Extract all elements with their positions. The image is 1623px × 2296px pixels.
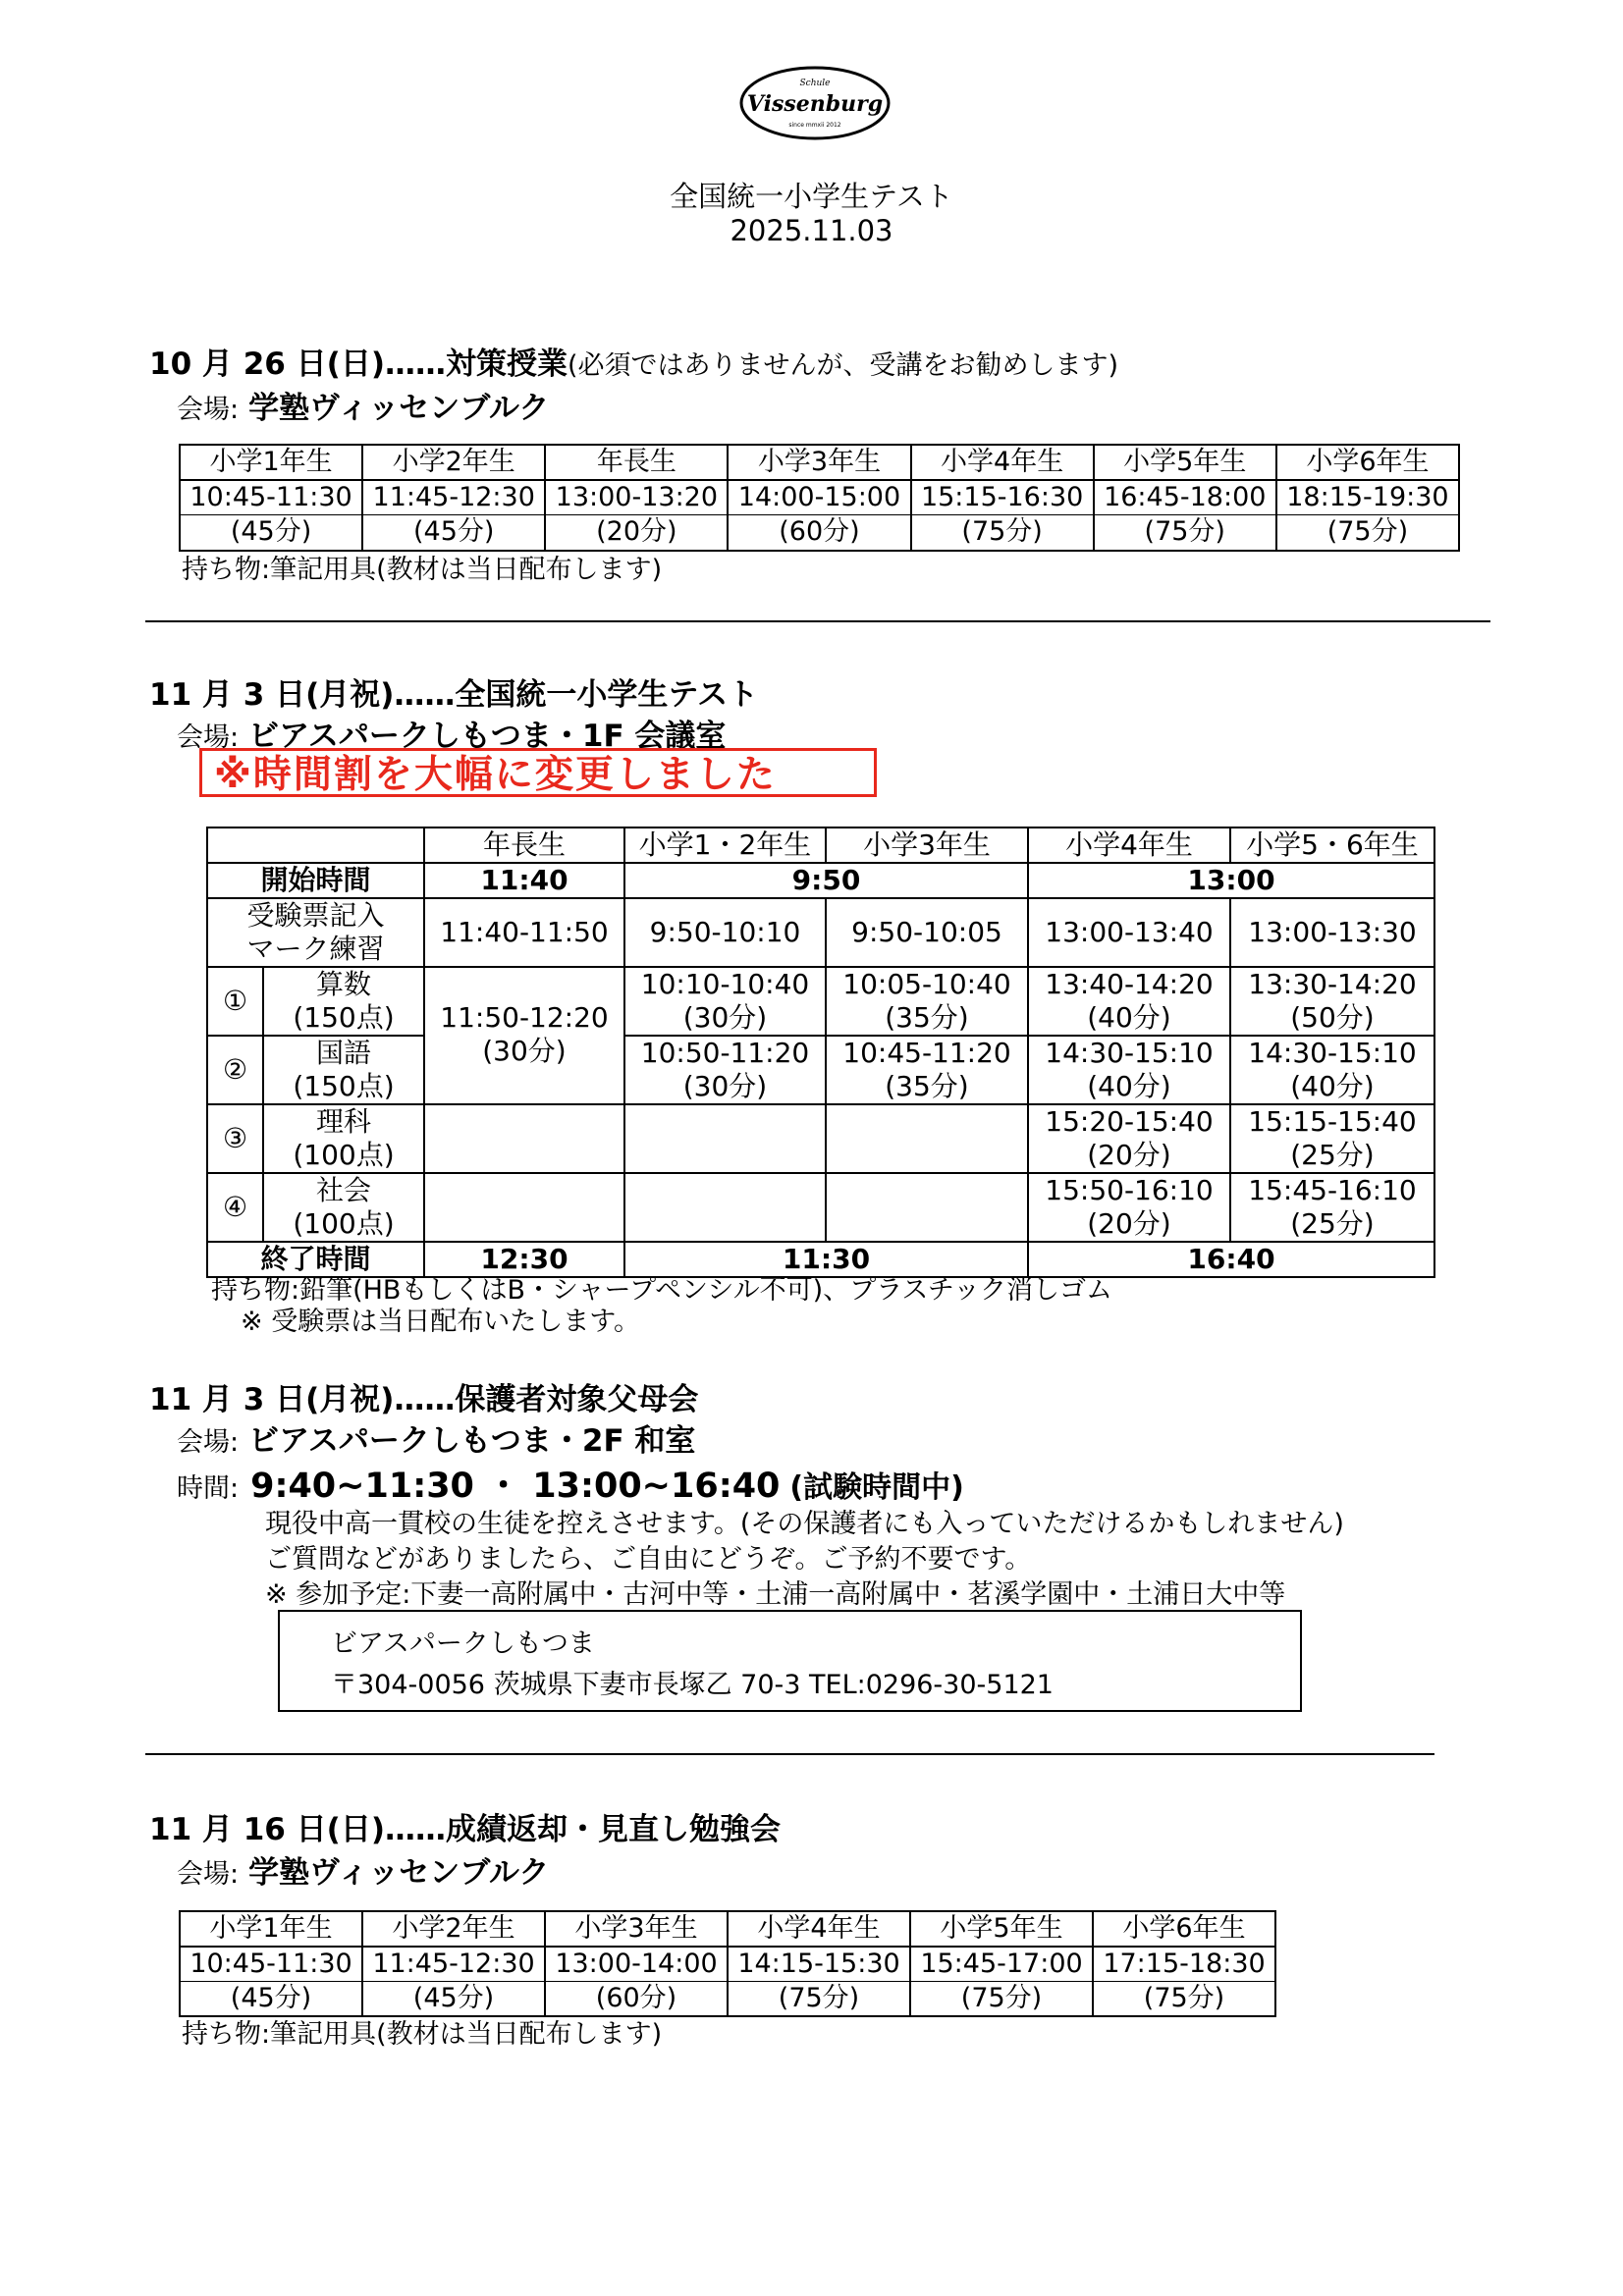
- time-duration: (45分): [362, 515, 545, 551]
- time-duration: (75分): [1093, 1982, 1275, 2017]
- time-duration: (40分): [1087, 1070, 1171, 1102]
- time-cell: [1028, 967, 1230, 1036]
- grade-header: 小学1年生: [180, 1911, 362, 1947]
- time-duration: (35分): [885, 1001, 969, 1034]
- section1-schedule-table: [179, 444, 1460, 552]
- subject-number: ④: [207, 1173, 263, 1242]
- time-duration: (75分): [728, 1982, 910, 2017]
- time-range: 15:15-15:40: [1248, 1105, 1417, 1138]
- time-cell: [1230, 967, 1434, 1036]
- header-grade4: 小学4年生: [1028, 828, 1230, 863]
- time-range: 14:30-15:10: [1248, 1037, 1417, 1069]
- grade-header: 小学5年生: [910, 1911, 1093, 1947]
- venue-name: 学塾ヴィッセンブルク: [248, 391, 550, 426]
- address-box: [278, 1610, 1302, 1712]
- section3-venue: [177, 1415, 695, 1460]
- time-range: 15:20-15:40: [1045, 1105, 1214, 1138]
- start-time-label: 開始時間: [207, 863, 424, 898]
- time-range: 10:05-10:40: [842, 968, 1011, 1000]
- time-cell: [1230, 1173, 1434, 1242]
- time-range: 11:45-12:30: [362, 1947, 545, 1982]
- empty-cell: [826, 1104, 1028, 1173]
- empty-cell: [826, 1173, 1028, 1242]
- mark-practice-label: [207, 898, 424, 967]
- grade-header: 小学3年生: [545, 1911, 728, 1947]
- mark-label-line1: 受験票記入: [246, 899, 385, 932]
- subject-name: 国語: [315, 1037, 371, 1069]
- time-cell: [826, 1036, 1028, 1104]
- time-duration: (75分): [1094, 515, 1276, 551]
- time-duration: (20分): [1087, 1207, 1171, 1240]
- time-duration: (30分): [682, 1001, 768, 1034]
- time-range: 10:10-10:40: [640, 968, 810, 1000]
- grade-header: 小学2年生: [362, 1911, 545, 1947]
- time-range: 18:15-19:30: [1276, 480, 1459, 515]
- subject-cell: [263, 1036, 424, 1104]
- kinder-test-time: 11:50-12:20: [440, 1001, 609, 1034]
- test-timetable: [206, 827, 1435, 1278]
- header-empty-cell: [207, 828, 424, 863]
- venue-name: 学塾ヴィッセンブルク: [248, 1855, 550, 1891]
- subject-name: 社会: [315, 1174, 371, 1206]
- venue-name: ビアスパークしもつま・1F 会議室: [248, 719, 727, 754]
- mark-label-line2: マーク練習: [246, 933, 385, 965]
- time-duration: (20分): [1087, 1139, 1171, 1171]
- time-range: 15:15-16:30: [911, 480, 1094, 515]
- grade-header: 小学4年生: [728, 1911, 910, 1947]
- time-range: 15:50-16:10: [1045, 1174, 1214, 1206]
- subject-cell: [263, 967, 424, 1036]
- time-value: 9:40~11:30 ・ 13:00~16:40: [250, 1467, 781, 1506]
- schedule-change-banner: ※時間割を大幅に変更しました: [199, 748, 877, 797]
- time-cell: [826, 967, 1028, 1036]
- section3-line2: ご質問などがありましたら、ご自由にどうぞ。ご予約不要です。: [265, 1544, 1032, 1575]
- time-range: 11:45-12:30: [362, 480, 545, 515]
- time-cell: [1028, 1036, 1230, 1104]
- venue-label: 会場:: [177, 1859, 240, 1890]
- page-title: 全国統一小学生テスト: [670, 180, 953, 213]
- subject-name: 理科: [315, 1105, 371, 1138]
- section2-note: ※ 受験票は当日配布いたします。: [241, 1307, 641, 1337]
- time-label: 時間:: [177, 1473, 240, 1504]
- section4-belongings: 持ち物:筆記用具(教材は当日配布します): [182, 2019, 663, 2050]
- kinder-test-cell: [424, 967, 624, 1104]
- section3-line1: 現役中高一貫校の生徒を控えさせます。(その保護者にも入っていただけるかもしれません): [265, 1509, 1344, 1539]
- mark-time-grade56: 13:00-13:30: [1230, 898, 1434, 967]
- section1-title: [149, 339, 1118, 383]
- time-cell: [1230, 1036, 1434, 1104]
- venue-label: 会場:: [177, 1427, 240, 1458]
- time-range: 15:45-17:00: [910, 1947, 1093, 1982]
- section1-venue: [177, 383, 549, 427]
- time-range: 10:50-11:20: [640, 1037, 810, 1069]
- kinder-test-duration: (30分): [482, 1035, 567, 1067]
- empty-cell: [424, 1173, 624, 1242]
- time-duration: (20分): [545, 515, 728, 551]
- grade-header: 小学2年生: [362, 445, 545, 480]
- time-range: 14:30-15:10: [1045, 1037, 1214, 1069]
- time-range: 13:40-14:20: [1045, 968, 1214, 1000]
- subject-cell: [263, 1104, 424, 1173]
- mark-time-grade3: 9:50-10:05: [826, 898, 1028, 967]
- subject-points: (100点): [293, 1139, 395, 1171]
- grade-header: 小学6年生: [1093, 1911, 1275, 1947]
- logo-bottom-text: since mmxii 2012: [788, 122, 841, 129]
- grade-header: 年長生: [545, 445, 728, 480]
- subject-points: (150点): [293, 1070, 395, 1102]
- time-duration: (25分): [1290, 1139, 1375, 1171]
- vissenburg-logo: [738, 64, 892, 142]
- time-range: 14:00-15:00: [728, 480, 910, 515]
- address-line: 〒304-0056 茨城県下妻市長塚乙 70-3 TEL:0296-30-5121: [331, 1670, 1054, 1700]
- time-range: 15:45-16:10: [1248, 1174, 1417, 1206]
- time-range: 10:45-11:30: [180, 480, 362, 515]
- subject-cell: [263, 1173, 424, 1242]
- end-time-grade123: 11:30: [624, 1242, 1028, 1277]
- section-divider: [145, 1753, 1434, 1755]
- section1-note: (必須ではありませんが、受講をお勧めします): [568, 350, 1119, 381]
- time-range: 14:15-15:30: [728, 1947, 910, 1982]
- header-grade56: 小学5・6年生: [1230, 828, 1434, 863]
- page-date: 2025.11.03: [730, 214, 893, 247]
- section3-title: 11 月 3 日(月祝)……保護者対象父母会: [149, 1382, 699, 1417]
- grade-header: 小学4年生: [911, 445, 1094, 480]
- section3-time: [177, 1459, 964, 1508]
- subject-number: ①: [207, 967, 263, 1036]
- venue-label: 会場:: [177, 395, 240, 425]
- time-duration: (40分): [1087, 1001, 1171, 1034]
- time-duration: (75分): [1276, 515, 1459, 551]
- time-cell: [624, 1036, 826, 1104]
- grade-header: 小学1年生: [180, 445, 362, 480]
- logo-main-text: Vissenburg: [746, 91, 884, 117]
- time-range: 10:45-11:20: [842, 1037, 1011, 1069]
- time-cell: [624, 967, 826, 1036]
- start-time-kinder: 11:40: [424, 863, 624, 898]
- time-cell: [1230, 1104, 1434, 1173]
- section1-title-text: 10 月 26 日(日)……対策授業: [149, 347, 568, 382]
- section1-belongings: 持ち物:筆記用具(教材は当日配布します): [182, 555, 663, 585]
- time-duration: (40分): [1290, 1070, 1375, 1102]
- end-time-label: 終了時間: [207, 1242, 424, 1277]
- mark-time-grade4: 13:00-13:40: [1028, 898, 1230, 967]
- start-time-grade456: 13:00: [1028, 863, 1434, 898]
- time-range: 13:00-13:20: [545, 480, 728, 515]
- time-duration: (45分): [180, 515, 362, 551]
- time-duration: (35分): [885, 1070, 969, 1102]
- mark-time-kinder: 11:40-11:50: [424, 898, 624, 967]
- time-range: 10:45-11:30: [180, 1947, 362, 1982]
- section4-title: 11 月 16 日(日)……成績返却・見直し勉強会: [149, 1812, 781, 1847]
- empty-cell: [624, 1173, 826, 1242]
- time-note: (試験時間中): [789, 1470, 964, 1505]
- time-duration: (75分): [911, 515, 1094, 551]
- time-cell: [1028, 1104, 1230, 1173]
- time-duration: (75分): [910, 1982, 1093, 2017]
- header-kinder: 年長生: [424, 828, 624, 863]
- subject-points: (100点): [293, 1207, 395, 1240]
- section2-belongings: 持ち物:鉛筆(HBもしくはB・シャープペンシル不可)、プラスチック消しゴム: [211, 1275, 1113, 1306]
- time-range: 13:30-14:20: [1248, 968, 1417, 1000]
- section4-venue: [177, 1847, 549, 1892]
- venue-name: ビアスパークしもつま・2F 和室: [248, 1423, 696, 1459]
- address-name: ビアスパークしもつま: [331, 1629, 595, 1659]
- section4-schedule-table: [179, 1910, 1276, 2017]
- time-duration: (60分): [728, 515, 910, 551]
- time-duration: (45分): [362, 1982, 545, 2017]
- time-range: 13:00-14:00: [545, 1947, 728, 1982]
- time-duration: (50分): [1290, 1001, 1375, 1034]
- header-grade3: 小学3年生: [826, 828, 1028, 863]
- header-grade12: 小学1・2年生: [624, 828, 826, 863]
- empty-cell: [424, 1104, 624, 1173]
- time-range: 16:45-18:00: [1094, 480, 1276, 515]
- time-cell: [1028, 1173, 1230, 1242]
- mark-time-grade12: 9:50-10:10: [624, 898, 826, 967]
- start-time-grade123: 9:50: [624, 863, 1028, 898]
- empty-cell: [624, 1104, 826, 1173]
- grade-header: 小学3年生: [728, 445, 910, 480]
- subject-number: ②: [207, 1036, 263, 1104]
- venue-label: 会場:: [177, 722, 240, 753]
- logo-top-text: Schule: [799, 79, 831, 88]
- time-duration: (60分): [545, 1982, 728, 2017]
- section3-line3: ※ 参加予定:下妻一高附属中・古河中等・土浦一高附属中・茗溪学園中・土浦日大中等: [265, 1579, 1286, 1610]
- time-range: 17:15-18:30: [1093, 1947, 1275, 1982]
- subject-name: 算数: [315, 968, 371, 1000]
- grade-header: 小学5年生: [1094, 445, 1276, 480]
- end-time-grade456: 16:40: [1028, 1242, 1434, 1277]
- section-divider: [145, 620, 1490, 622]
- time-duration: (45分): [180, 1982, 362, 2017]
- subject-number: ③: [207, 1104, 263, 1173]
- end-time-kinder: 12:30: [424, 1242, 624, 1277]
- time-duration: (30分): [682, 1070, 768, 1102]
- section2-title: 11 月 3 日(月祝)……全国統一小学生テスト: [149, 677, 759, 713]
- time-duration: (25分): [1290, 1207, 1375, 1240]
- subject-points: (150点): [293, 1001, 395, 1034]
- grade-header: 小学6年生: [1276, 445, 1459, 480]
